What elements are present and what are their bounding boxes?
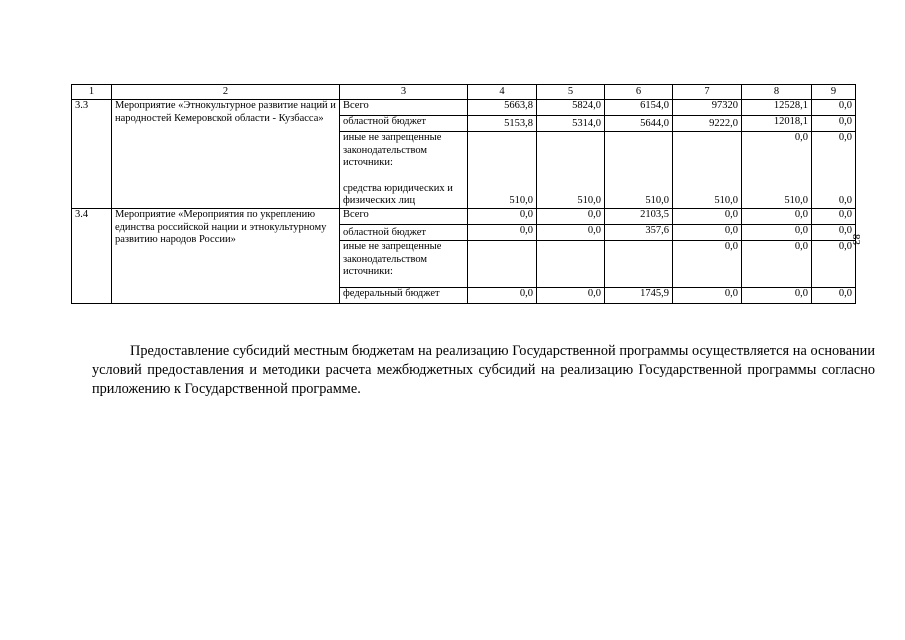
source-label <box>340 132 468 209</box>
table-cell: 510,0 <box>605 132 673 209</box>
table-cell: 0,0 <box>812 225 856 241</box>
table-cell: 0,0 <box>537 209 605 225</box>
table-cell: 0,0 <box>673 209 742 225</box>
header-col-2: 2 <box>112 85 340 100</box>
header-col-6: 6 <box>605 85 673 100</box>
header-col-1: 1 <box>72 85 112 100</box>
table-cell: 0,0 <box>812 241 856 288</box>
table-cell: 0,0 <box>742 288 812 304</box>
item-title: Мероприятие «Этнокультурное развитие наций и народностей Кемеровской области - Кузбасса» <box>112 100 340 209</box>
table-cell: 9222,0 <box>673 116 742 132</box>
table-cell: 0,0 <box>812 209 856 225</box>
table-cell: 0,0 <box>812 288 856 304</box>
table-cell: 0,0 <box>812 116 856 132</box>
item-number: 3.3 <box>72 100 112 209</box>
source-label: Всего <box>340 100 468 116</box>
table-cell: 0,0 <box>468 209 537 225</box>
table-cell: 510,0 <box>537 132 605 209</box>
table-cell: 510,0 <box>468 132 537 209</box>
header-col-3: 3 <box>340 85 468 100</box>
table-cell-top: 0,0 <box>794 132 808 143</box>
source-label-legal-entities: средства юридических и физических лиц <box>343 182 453 207</box>
item-title: Мероприятие «Мероприятия по укреплению единства российской нации и этнокультурному развитию народов России» <box>112 209 340 304</box>
table-cell: 0,0 <box>742 225 812 241</box>
table-cell-bottom: 0,0 <box>838 195 852 207</box>
table-cell: 5153,8 <box>468 116 537 132</box>
table-cell: 6154,0 <box>605 100 673 116</box>
table-cell <box>468 241 537 288</box>
table-cell: 97320 <box>673 100 742 116</box>
table-cell: 12528,1 <box>742 100 812 116</box>
source-label: областной бюджет <box>340 116 468 132</box>
table-cell: 0,0 <box>537 288 605 304</box>
source-label: иные не запрещенные законодательством источники: <box>340 241 468 288</box>
table-cell: 357,6 <box>605 225 673 241</box>
table-cell-bottom: 510,0 <box>784 195 808 207</box>
header-col-8: 8 <box>742 85 812 100</box>
page-number: 83 <box>850 234 862 245</box>
table-cell: 5314,0 <box>537 116 605 132</box>
table-cell: 0,0 <box>537 225 605 241</box>
table-cell: 0,0 <box>673 225 742 241</box>
table-cell <box>742 132 812 209</box>
source-label: областной бюджет <box>340 225 468 241</box>
table-cell: 0,0 <box>468 225 537 241</box>
body-paragraph: Предоставление субсидий местным бюджетам на реализацию Государственной программы осуществляется на основании условий предоставления и методики расчета межбюджетных субсидий на реализацию Государственной программы согласно приложению к Государственной программе. <box>92 343 875 398</box>
header-col-5: 5 <box>537 85 605 100</box>
table-cell: 0,0 <box>742 241 812 288</box>
table-cell <box>605 241 673 288</box>
table-cell: 1745,9 <box>605 288 673 304</box>
table-cell: 0,0 <box>673 288 742 304</box>
table-cell <box>537 241 605 288</box>
table-row <box>72 209 856 225</box>
table-cell: 5824,0 <box>537 100 605 116</box>
source-label-other: иные не запрещенные законодательством источники: <box>343 132 442 169</box>
table-row <box>72 100 856 116</box>
table-cell: 5644,0 <box>605 116 673 132</box>
table-cell: 0,0 <box>673 241 742 288</box>
funding-table <box>71 84 856 304</box>
item-number: 3.4 <box>72 209 112 304</box>
table-cell: 2103,5 <box>605 209 673 225</box>
table-cell: 0,0 <box>742 209 812 225</box>
table-cell: 0,0 <box>812 100 856 116</box>
header-col-4: 4 <box>468 85 537 100</box>
header-row <box>72 85 856 100</box>
header-col-9: 9 <box>812 85 856 100</box>
table-cell: 12018,1 <box>742 116 812 132</box>
table-cell: 5663,8 <box>468 100 537 116</box>
table-cell: 510,0 <box>673 132 742 209</box>
table-cell: 0,0 <box>468 288 537 304</box>
header-col-7: 7 <box>673 85 742 100</box>
table-cell <box>812 132 856 209</box>
table-cell-top: 0,0 <box>838 132 852 143</box>
source-label: федеральный бюджет <box>340 288 468 304</box>
source-label: Всего <box>340 209 468 225</box>
